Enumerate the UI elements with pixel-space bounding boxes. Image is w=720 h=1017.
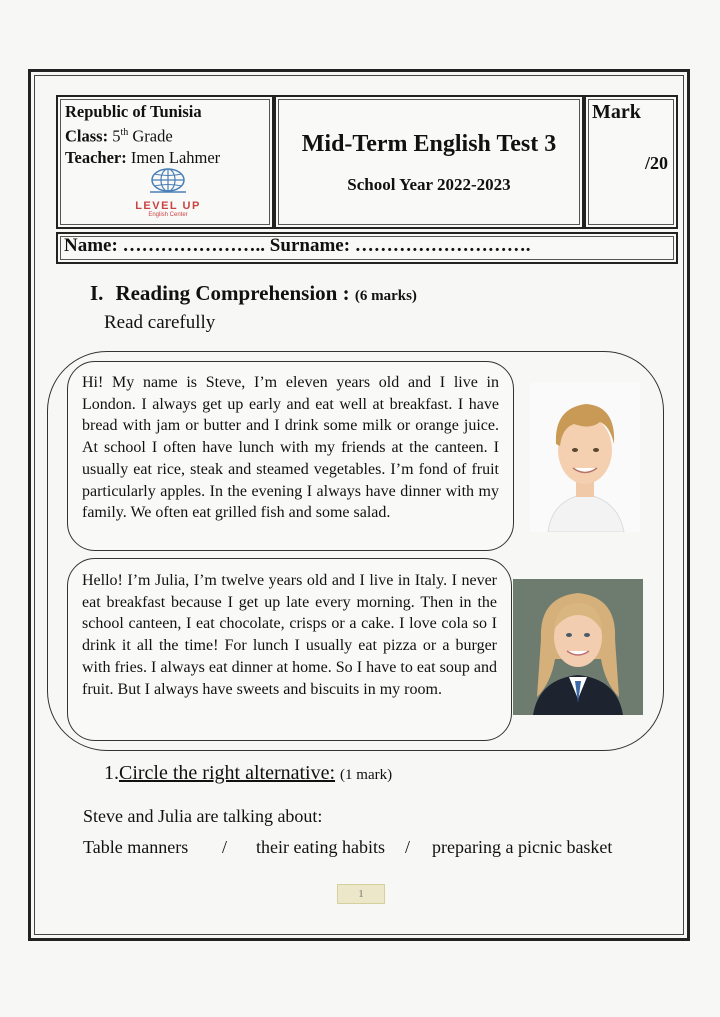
steve-photo bbox=[530, 382, 640, 532]
name-surname-line: Name: ………………….. Surname: ………………………. bbox=[64, 235, 531, 256]
title-box bbox=[274, 95, 584, 229]
teacher-line: Teacher: Imen Lahmer bbox=[65, 147, 221, 167]
logo-subtitle: English Center bbox=[148, 212, 188, 218]
country: Republic of Tunisia bbox=[65, 102, 202, 121]
name-field-box[interactable] bbox=[56, 232, 678, 264]
test-title: Mid-Term English Test 3 bbox=[301, 131, 557, 157]
steve-text: Hi! My name is Steve, I’m eleven years old and I live in London. I always get up early and eat well at breakfast. I have bread with jam or butter and I drink some milk or orange juice. At school I often have lunch with my friends at the canteen. I usually eat rice, steak and steamed vegetables. I’m fond of fruit particularly apples. In the evening I always have dinner with my family. We often eat grilled fish and some salad. bbox=[67, 361, 514, 551]
globe-icon bbox=[146, 165, 190, 195]
julia-photo bbox=[513, 579, 643, 715]
option-separator: / bbox=[405, 837, 411, 857]
level-up-logo bbox=[128, 165, 208, 220]
question-1-title: 1.Circle the right alternative: (1 mark) bbox=[104, 762, 393, 784]
section-title: I. Reading Comprehension : (6 marks) bbox=[90, 281, 417, 305]
class-line: Class: 5th Grade bbox=[65, 126, 173, 146]
option-table-manners[interactable]: Table manners bbox=[83, 837, 189, 857]
school-year: School Year 2022-2023 bbox=[347, 175, 511, 194]
option-eating-habits[interactable]: their eating habits bbox=[256, 837, 385, 857]
mark-total: /20 bbox=[644, 153, 668, 173]
option-separator: / bbox=[222, 837, 228, 857]
question-1-stem: Steve and Julia are talking about: bbox=[83, 806, 323, 826]
school-info-box bbox=[56, 95, 274, 229]
mark-label: Mark bbox=[592, 101, 641, 123]
page-number: 1 bbox=[337, 884, 385, 904]
mark-box bbox=[584, 95, 678, 229]
header bbox=[56, 95, 678, 229]
option-picnic-basket[interactable]: preparing a picnic basket bbox=[432, 837, 613, 857]
instruction: Read carefully bbox=[104, 312, 216, 333]
julia-text: Hello! I’m Julia, I’m twelve years old and I live in Italy. I never eat breakfast because I get up late every morning. Then in the school canteen, I eat chocolate, crisps or a cake. I love cola so I drink it all the time! For lunch I usually eat pizza or a burger with fries. I always eat dinner at home. So I have to eat soup and fruit. But I always have sweets and biscuits in my room. bbox=[67, 558, 512, 741]
logo-word: LEVEL UP bbox=[135, 200, 201, 212]
